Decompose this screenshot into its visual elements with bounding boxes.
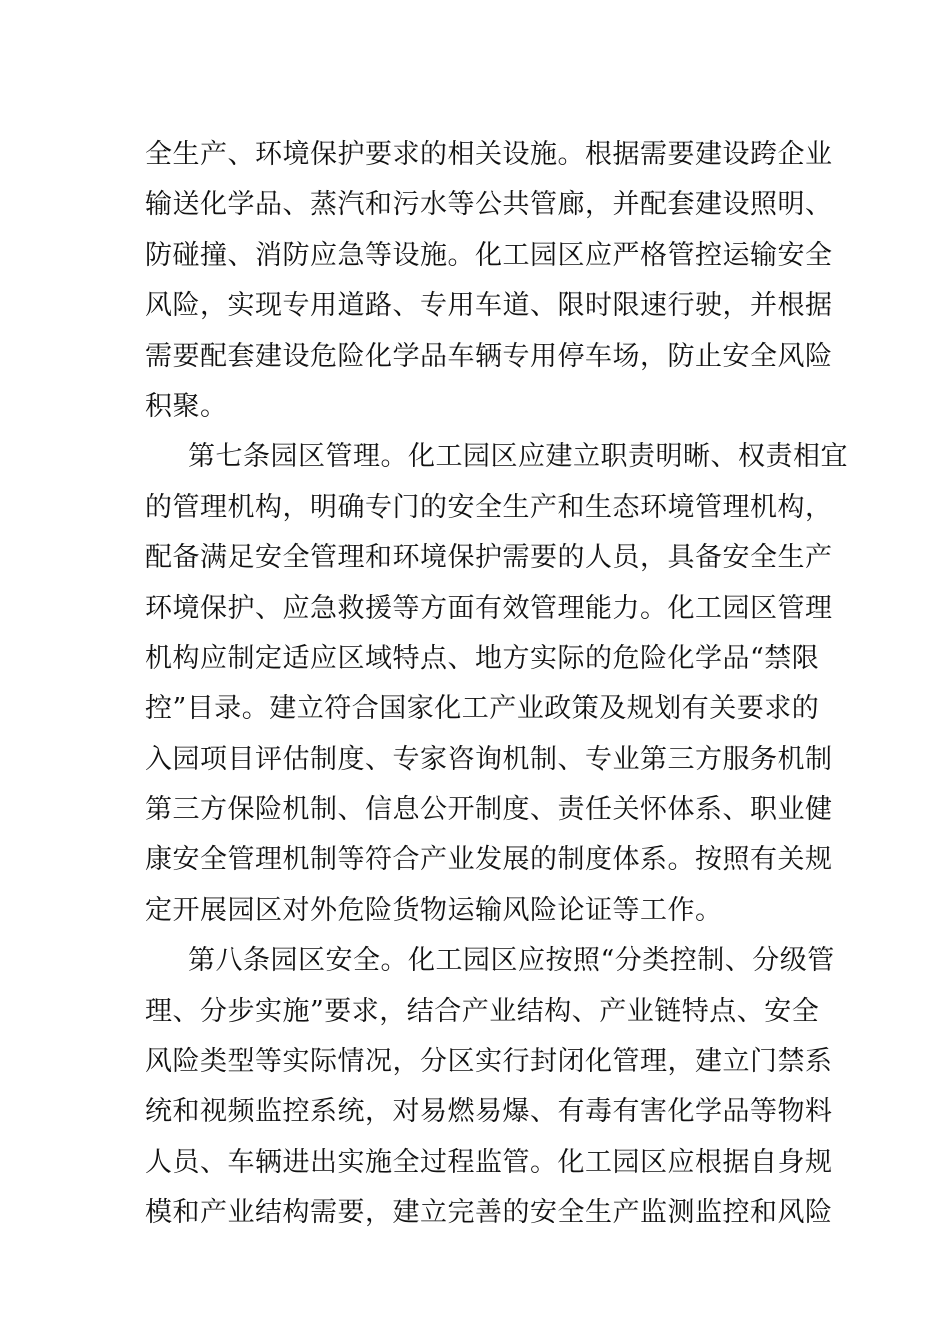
text-line: 人员、车辆进出实施全过程监管。化工园区应根据自身规 <box>145 1146 833 1178</box>
paragraph-start-article-8: 第八条园区安全。化工园区应按照“分类控制、分级管 <box>188 945 835 977</box>
text-line: 风险，实现专用道路、专用车道、限时限速行驶，并根据 <box>145 290 833 322</box>
document-body <box>145 130 848 1239</box>
text-line: 输送化学品、蒸汽和污水等公共管廊，并配套建设照明、 <box>145 189 833 221</box>
text-line: 入园项目评估制度、专家咨询机制、专业第三方服务机制 <box>145 743 833 775</box>
text-line: 模和产业结构需要，建立完善的安全生产监测监控和风险 <box>145 1197 833 1229</box>
text-line: 的管理机构，明确专门的安全生产和生态环境管理机构， <box>145 491 833 523</box>
text-line: 积聚。 <box>145 390 228 422</box>
text-line: 机构应制定适应区域特点、地方实际的危险化学品“禁限 <box>145 642 820 674</box>
paragraph-start-article-7: 第七条园区管理。化工园区应建立职责明晰、权责相宜 <box>188 441 848 473</box>
text-line: 理、分步实施”要求，结合产业结构、产业链特点、安全 <box>145 995 820 1027</box>
text-line: 配备满足安全管理和环境保护需要的人员，具备安全生产 <box>145 542 833 574</box>
text-line: 定开展园区对外危险货物运输风险论证等工作。 <box>145 894 723 926</box>
text-line: 防碰撞、消防应急等设施。化工园区应严格管控运输安全 <box>145 239 833 271</box>
text-line: 全生产、环境保护要求的相关设施。根据需要建设跨企业 <box>145 139 833 170</box>
text-line: 环境保护、应急救援等方面有效管理能力。化工园区管理 <box>145 592 833 624</box>
text-line: 第三方保险机制、信息公开制度、责任关怀体系、职业健 <box>145 794 833 826</box>
text-line: 控”目录。建立符合国家化工产业政策及规划有关要求的 <box>145 693 820 725</box>
text-line: 统和视频监控系统，对易燃易爆、有毒有害化学品等物料 <box>145 1096 833 1128</box>
text-line: 需要配套建设危险化学品车辆专用停车场，防止安全风险 <box>145 340 833 372</box>
text-line: 风险类型等实际情况，分区实行封闭化管理，建立门禁系 <box>145 1046 833 1078</box>
text-line: 康安全管理机制等符合产业发展的制度体系。按照有关规 <box>145 844 833 876</box>
